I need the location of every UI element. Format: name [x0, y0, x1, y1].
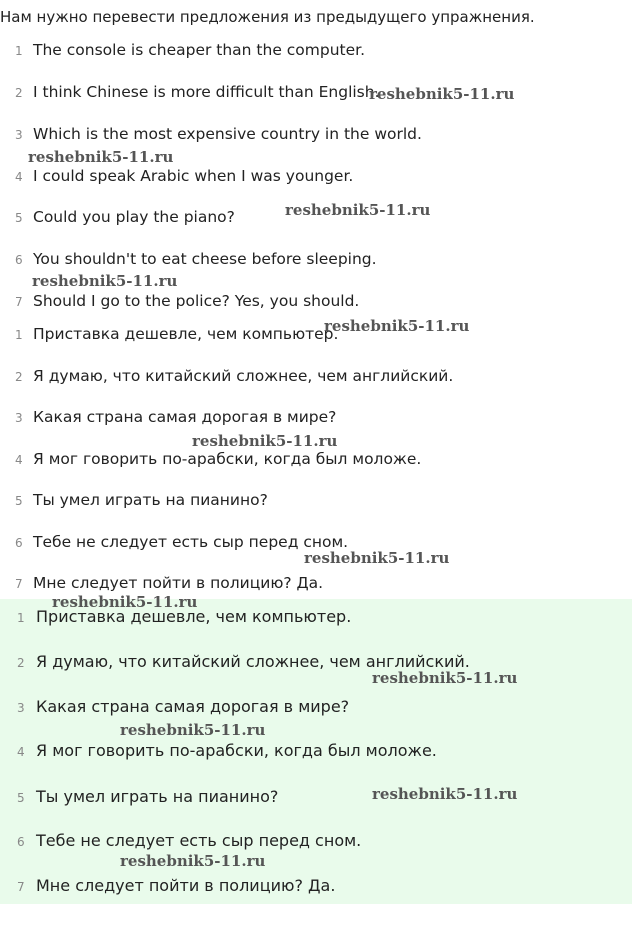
item-text: I think Chinese is more difficult than English.	[33, 83, 380, 101]
watermark: reshebnik5-11.ru	[120, 721, 266, 739]
item-number: 5	[17, 791, 25, 805]
intro-text: Нам нужно перевести предложения из предыдущего упражнения.	[0, 8, 535, 26]
item-number: 2	[17, 656, 25, 670]
item-text: I could speak Arabic when I was younger.	[33, 167, 354, 185]
item-text: The console is cheaper than the computer.	[33, 41, 366, 59]
item-text: Should I go to the police? Yes, you should.	[33, 292, 360, 310]
item-text: Ты умел играть на пианино?	[33, 491, 268, 509]
item-number: 7	[15, 295, 23, 309]
item-number: 4	[15, 453, 23, 467]
item-number: 6	[15, 253, 23, 267]
item-text: Я думаю, что китайский сложнее, чем английский.	[36, 652, 470, 671]
item-text: Тебе не следует есть сыр перед сном.	[36, 831, 362, 850]
item-number: 1	[15, 328, 23, 342]
item-number: 2	[15, 370, 23, 384]
watermark: reshebnik5-11.ru	[324, 317, 470, 335]
item-number: 4	[15, 170, 23, 184]
item-text: Какая страна самая дорогая в мире?	[36, 697, 350, 716]
item-number: 6	[15, 536, 23, 550]
watermark: reshebnik5-11.ru	[372, 785, 518, 803]
item-number: 4	[17, 745, 25, 759]
item-number: 7	[17, 880, 25, 894]
item-text: You shouldn't to eat cheese before sleeping.	[33, 250, 377, 268]
item-number: 3	[15, 411, 23, 425]
watermark: reshebnik5-11.ru	[369, 85, 515, 103]
watermark: reshebnik5-11.ru	[28, 148, 174, 166]
watermark: reshebnik5-11.ru	[304, 549, 450, 567]
item-number: 5	[15, 494, 23, 508]
item-text: Я думаю, что китайский сложнее, чем английский.	[33, 367, 454, 385]
item-text: Could you play the piano?	[33, 208, 235, 226]
item-number: 2	[15, 86, 23, 100]
watermark: reshebnik5-11.ru	[120, 852, 266, 870]
item-text: Мне следует пойти в полицию? Да.	[33, 574, 324, 592]
item-number: 1	[17, 611, 25, 625]
item-text: Ты умел играть на пианино?	[36, 787, 279, 806]
watermark: reshebnik5-11.ru	[285, 201, 431, 219]
item-text: Мне следует пойти в полицию? Да.	[36, 876, 336, 895]
item-text: Я мог говорить по-арабски, когда был моложе.	[33, 450, 422, 468]
item-text: Я мог говорить по-арабски, когда был моложе.	[36, 741, 437, 760]
item-number: 7	[15, 577, 23, 591]
item-number: 1	[15, 44, 23, 58]
item-text: Тебе не следует есть сыр перед сном.	[33, 533, 349, 551]
item-text: Приставка дешевле, чем компьютер.	[33, 325, 339, 343]
watermark: reshebnik5-11.ru	[372, 669, 518, 687]
watermark: reshebnik5-11.ru	[192, 432, 338, 450]
watermark: reshebnik5-11.ru	[52, 593, 198, 611]
watermark: reshebnik5-11.ru	[32, 272, 178, 290]
item-number: 3	[15, 128, 23, 142]
item-number: 5	[15, 211, 23, 225]
item-number: 3	[17, 701, 25, 715]
item-text: Какая страна самая дорогая в мире?	[33, 408, 337, 426]
item-number: 6	[17, 835, 25, 849]
item-text: Which is the most expensive country in the world.	[33, 125, 422, 143]
item-text: Приставка дешевле, чем компьютер.	[36, 607, 352, 626]
